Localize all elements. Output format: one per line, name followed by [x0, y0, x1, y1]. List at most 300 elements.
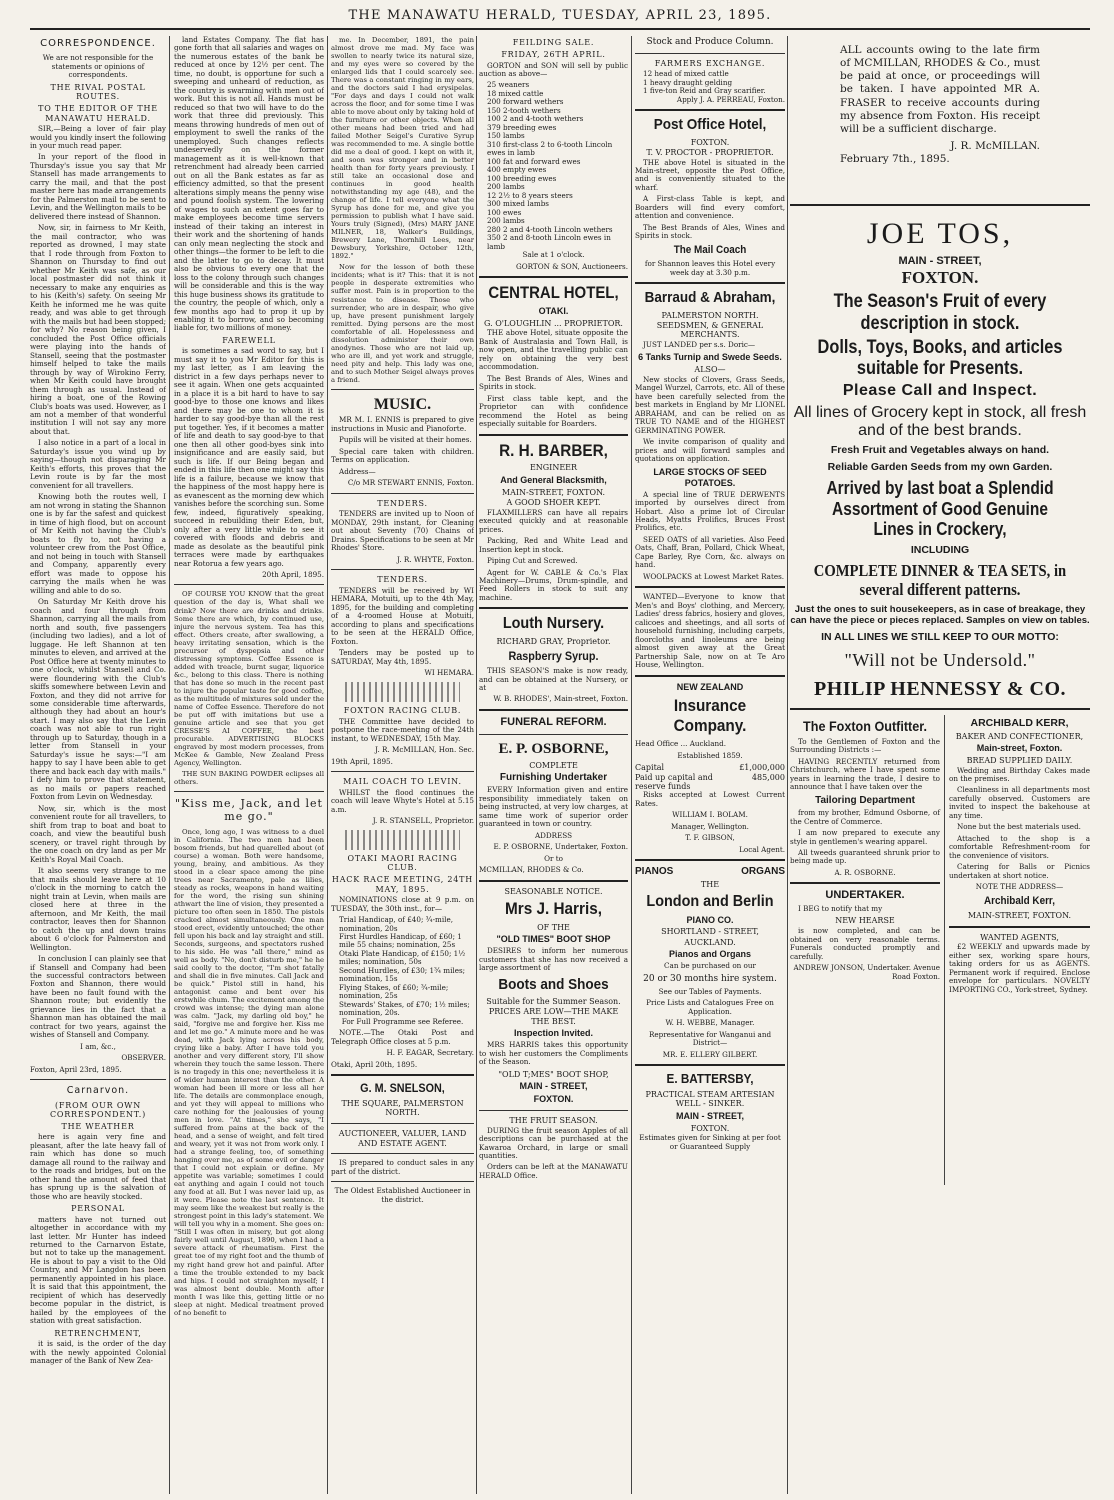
stock-item: 100 fat and forward ewes — [487, 156, 581, 166]
ad-signature: Apply J. A. PERREAU, Foxton. — [676, 94, 785, 104]
signature: OBSERVER. — [121, 1053, 166, 1063]
capital-value: £1,000,000 — [739, 763, 785, 773]
kerr-ad — [949, 715, 1090, 997]
ad-text: is now completed, and can be obtained on very reasonable terms. Funerals conducted promptly and carefully. — [790, 926, 940, 961]
paragraph: I also notice in a part of a local in Saturday's issue you wind up by saying—though not disparaging Mr Keith's efforts, this proves that the Levin route is by far the most convenient for all travellers. — [30, 438, 166, 490]
ad-heading-agents: WANTED AGENTS, — [980, 932, 1059, 942]
ad-text: £2 WEEKLY and upwards made by either sex, working spare hours, taking orders for us as AGENTS. Permanent work if required. Enclose envelope for particulars. NOVELTY IMPORTING CO., York-street, Sydney. — [949, 942, 1090, 994]
ad-subheading: AUCTIONEER, VALUER, LAND AND ESTATE AGENT. — [338, 1128, 467, 1148]
ad-text: TENDERS are invited up to Noon of MONDAY, 29th instant, for Cleaning out about Seventy (70) Chains of Drains. Specifications to be seen at Mr Rhodes' Store. — [331, 509, 474, 553]
pianos-organs-row — [635, 866, 785, 878]
ad-subheading: Tailoring Department — [815, 794, 915, 806]
ad-text: I am now prepared to execute any style in gentlemen's wearing apparel. — [790, 828, 940, 846]
ad-text: Representative for Wanganui and District— — [648, 1029, 772, 1048]
column-ads-2 — [635, 36, 785, 1494]
ad-text: All tweeds guaranteed shrunk prior to being made up. — [790, 847, 940, 866]
ad-signature: ANDREW JONSON, Undertaker. Avenue Road Foxton. — [793, 963, 940, 981]
ad-heading-central-hotel: CENTRAL HOTEL, — [488, 283, 619, 303]
paid-up-label: Paid up capital and reserve funds — [635, 772, 713, 792]
ad-heading: FOXTON RACING CLUB. — [343, 705, 462, 715]
stock-item: 200 forward wethers — [487, 97, 564, 107]
paragraph: land Estates Company. The flat has gone forth that all salaries and wages on the numerous estates of the bank be reduced at once by 12½ per cent. The time, no doubt, is opportune for such a sweeping and unheard of reduction, as the country is swarming with men out of work. But this is not all. Hands must be reduced so that two will have to do the work that three did previously. This means throwing hundreds of men out of employment to swell the ranks of the unemployed. Such changes reflects undeservedly on the former management as it is well-known that retrenchment had already been carried out on all the Bank estates as far as efficiency admitted, so that the present alterations simply means the penny wise and pound foolish system. The lowering of wages to such an extent goes far to make employees become time servers instead of their taking an interest in their work and the shortening of hands can only mean neglecting the stock and other things—the former to be left to die and the latter to go to decay. It must also be obvious to every one that the loss to the colony through such changes will be considerable and this is the way this huge business shows its gratitude to the country, the people of which, only a few months ago had to prop it up by enabling it to borrow, and so becoming liable for, two millions of money. — [174, 36, 324, 333]
stock-item: 100 ewes — [487, 207, 522, 217]
ad-line: INCLUDING — [910, 544, 970, 557]
ad-heading: OTAKI MAORI RACING CLUB. — [347, 853, 458, 873]
stock-list — [479, 81, 628, 251]
ad-signature: WI HEMARA. — [424, 668, 474, 678]
ad-text: Attached to the shop is a comfortable Refreshment-room for the convenience of visitors. — [949, 833, 1090, 860]
divider — [790, 882, 940, 884]
ad-subheading: OTAKI. — [538, 305, 569, 316]
ad-heading-joe-tos: JOE TOS, — [866, 217, 1014, 251]
divider — [331, 1181, 474, 1182]
divider — [174, 584, 324, 585]
ad-text: I BEG to notify that my — [798, 903, 883, 913]
divider — [635, 109, 785, 111]
ad-subheading: PIANO CO. — [686, 914, 734, 925]
paid-up-value: 485,000 — [751, 772, 785, 782]
ad-heading-kerr: ARCHIBALD KERR, — [970, 716, 1069, 729]
divider — [331, 389, 474, 390]
ad-subheading: HACK RACE MEETING, 24TH MAY, 1895. — [331, 875, 474, 894]
ad-signature: Local Agent. — [739, 844, 785, 854]
ad-subheading: FOXTON. — [901, 268, 979, 288]
ad-text: The Best Brands of Ales, Wines and Spirits in stock. — [635, 222, 785, 241]
ad-text: A First-class Table is kept, and Boarders will find every comfort, attention and convenience. — [635, 194, 785, 221]
ad-signature: H. F. EAGAR, Secretary. — [386, 1048, 474, 1058]
capital-label: Capital — [635, 763, 665, 773]
divider — [949, 926, 1090, 928]
ad-heading-funeral: FUNERAL REFORM. — [500, 715, 607, 728]
ad-subheading: SEASONABLE NOTICE. — [504, 886, 603, 896]
ad-subheading: MAIN - STREET, — [519, 1081, 588, 1092]
ad-heading-osborne: E. P. OSBORNE, — [498, 741, 609, 758]
stock-item: 25 weaners — [487, 80, 530, 90]
ad-subheading: NEW ZEALAND — [676, 681, 744, 692]
outfitter-ad — [790, 715, 940, 984]
ad-text: MRS HARRIS takes this opportunity to wish her customers the Compliments of the Season. — [479, 1040, 628, 1067]
ad-text: Special care taken with children. Terms on application. — [331, 446, 474, 465]
ad-heading-london-berlin: London and Berlin — [646, 892, 774, 910]
letter-date: 20th April, 1895. — [262, 569, 324, 579]
divider — [479, 276, 628, 278]
masthead — [30, 2, 1090, 32]
ad-heading-battersby: E. BATTERSBY, — [666, 1071, 754, 1087]
ad-text: The Best Brands of Ales, Wines and Spirits in stock. — [479, 373, 628, 392]
ad-heading-barber: R. H. BARBER, — [499, 440, 608, 460]
stock-item: 100 2 and 4-tooth wethers — [487, 114, 584, 124]
ad-heading-harris: Mrs J. Harris, — [505, 899, 602, 919]
stock-item: 350 2 and 8-tooth Lincoln ewes in lamb — [487, 233, 611, 251]
ad-subheading: FOXTON. — [690, 137, 730, 147]
race-item: Trial Handicap, of £40; ¾-mile, nomination, 20s — [339, 915, 454, 933]
ad-text: Sale at 1 o'clock. — [522, 250, 585, 260]
divider — [635, 1064, 785, 1066]
ad-subheading: Boots and Shoes — [498, 975, 609, 993]
ad-text: See our Tables of Payments. — [658, 986, 762, 996]
race-list — [331, 916, 474, 1018]
ad-line: Dolls, Toys, Books, and articles suitable for Presents. — [817, 336, 1063, 380]
divider — [479, 880, 628, 882]
ad-line: IN ALL LINES WE STILL KEEP TO OUR MOTTO: — [821, 630, 1059, 643]
ad-heading-snelson: G. M. SNELSON, — [360, 1081, 445, 1096]
ad-text: for Shannon leaves this Hotel every week day at 3.30 p.m. — [644, 259, 776, 277]
paragraph: matters have not turned out altogether in accordance with my last letter. Mr Hunter has indeed returned to the Carnarvon Estate, but not to take up the management. He is about to pay a visit to the Old Country, and Mr Langdon has been permanently appointed in his place. It is said that this appointment, the recipient of which has deservedly become popular in the district, is hailed by the employees of the station with great satisfaction. — [30, 1214, 166, 1326]
ad-line-hennessy: PHILIP HENNESSY & CO. — [813, 678, 1067, 701]
ad-signature: J. R. STANSELL, Proprietor. — [372, 816, 474, 826]
paragraph: Now for the lesson of both these incidents; what is it? This: that it is not people in desperate extremities who suffer most. Pain is in proportion to the resistance to disease. Those who surrender, who are in despair, who give up, have present punishment largely remitted. Dying persons are the most comfortable of all. Hopelessness and dissolution administer their own anodynes. Those who are not laid up, who are ill, and yet work and struggle, need pity and help. This lady was one, and to such Mother Seigel always proves a friend. — [331, 263, 474, 384]
letter-date: Foxton, April 23rd, 1895. — [30, 1064, 122, 1074]
ad-subheading: LARGE STOCKS OF SEED POTATOES. — [653, 466, 767, 488]
ad-text: 20 or 30 months hire system. — [643, 973, 777, 984]
divider — [479, 607, 628, 609]
ad-subheading: OF THE — [537, 922, 570, 932]
ad-text: NOMINATIONS close at 9 p.m. on TUESDAY, the 30th inst., for— — [331, 895, 474, 913]
ad-line: The Season's Fruit of every description in stock. — [833, 290, 1047, 334]
paragraph: Knowing both the routes well, I am not wrong in stating the Shannon one is by far the safest and quickest in time of high flood, but on account of Mr Keith not having the Club's boats to fly to, not having a volunteer crew from the Post Office, and not being in touch with Stansell and Company, apparently every effort was made to oppose his carrying the mails when he was willing and able to do so. — [30, 492, 166, 595]
ad-address: AUCKLAND. — [684, 937, 736, 947]
ad-text: New stocks of Clovers, Grass Seeds, Mangel Wurzel, Carrots, etc. All of these have been carefully selected from the best markets in England by Mr LIONEL ABRAHAM, and can be relied on as TRUE TO NAME and of the HIGHEST GERMINATING POWER. — [635, 374, 785, 435]
ad-heading: MAIL COACH TO LEVIN. — [343, 777, 462, 786]
ad-line: Arrived by last boat a Splendid Assortment of Good Genuine Lines in Crockery, — [826, 478, 1054, 540]
ad-signature: Manager, Wellington. — [671, 821, 749, 831]
ad-text: IS prepared to conduct sales in any part of the district. — [331, 1158, 474, 1176]
subheading: THE WEATHER — [61, 1121, 135, 1131]
ad-heading: Stock and Produce Column. — [646, 37, 774, 47]
ad-line: COMPLETE DINNER & TEA SETS, in several different patterns. — [813, 560, 1067, 600]
race-item: Second Hurdles, of £30; 1¾ miles; nomination, 15s — [339, 965, 466, 984]
ad-heading-outfitter: The Foxton Outfitter. — [803, 717, 927, 734]
ad-signature: J. R. McMILLAN, Hon. Sec. — [375, 745, 474, 755]
column-rule — [787, 36, 788, 1494]
divider — [331, 569, 474, 570]
ad-text: GORTON and SON will sell by public auction as above— — [479, 60, 628, 78]
ad-date: 19th April, 1895. — [331, 756, 393, 766]
ad-date: Otaki, April 20th, 1895. — [331, 1059, 418, 1069]
ad-subheading: BAKER AND CONFECTIONER, — [955, 731, 1084, 741]
column-ads-1 — [479, 36, 628, 1494]
ad-text: MCMILLAN, RHODES & Co. — [479, 865, 584, 875]
signoff: I am, &c., — [80, 1041, 116, 1051]
ad-subheading: FARMERS EXCHANGE. — [654, 58, 766, 68]
paragraph: On Saturday Mr Keith drove his coach and four through from Shannon, carrying all the mails from north and south, five passengers (including two ladies), and a lot of luggage. He left Shannon at ten minutes to eleven, and arrived at the Post Office here at twenty minutes to one o'clock, whilst Stansell and Co. were floundering with the Club's skiffs somewhere between Levin and Foxton, and they did not arrive for some considerable time afterwards, although they had about an hour's start. I may also say that the Levin coach was not able to run right through up to Saturday, though in a letter from Stansell in your Saturday's issue he says:—"I am happy to say I have been able to get there and back each day with mails." I defy him to prove that statement, as no mails or papers reached Foxton from Levin on Wednesday. — [30, 597, 166, 802]
section-heading: Carnarvon. — [66, 1085, 130, 1097]
ad-subheading: Furnishing Undertaker — [499, 772, 608, 784]
ad-subheading: Raspberry Syrup. — [508, 649, 599, 664]
ad-subheading: FOXTON. — [533, 1094, 574, 1105]
divider — [479, 1110, 628, 1111]
ad-text: A special line of TRUE DERWENTS imported by ourselves direct from Hobart. Also a prime lot of Circular Heads, Myatts Prolifics, Bruces Frost Prolifics, etc. — [635, 489, 785, 533]
section-heading: CORRESPONDENCE. — [40, 38, 156, 49]
ad-text: Address— — [339, 466, 376, 476]
ad-text: WHILST the flood continues the coach will leave Whyte's Hotel at 5.15 a.m. — [331, 787, 474, 814]
bottom-ads — [790, 715, 1090, 1185]
stock-item: 18 mixed cattle — [487, 88, 544, 98]
ad-subheading: MAIN - STREET, — [898, 254, 982, 267]
ad-text: Cleanliness in all departments most carefully observed. Customers are invited to inspect the bakehouse at any time. — [949, 785, 1090, 820]
exchange-item: 1 heavy draught gelding — [643, 77, 733, 87]
stock-item: 100 breeding ewes — [487, 173, 557, 183]
column-rule — [169, 36, 170, 1494]
notice-text: ALL accounts owing to the late firm of MCMILLAN, RHODES & Co., must be paid at once, or proceedings will be taken. I have appointed MR A. FRASER to receive accounts during my absence from Foxton. His receipt will be a sufficient discharge. — [840, 44, 1040, 135]
ad-signature: A. R. OSBORNE. — [834, 867, 896, 877]
ad-text: WANTED—Everyone to know that Men's and Boys' clothing, and Mercery, Ladies' dress fabrics, hosiery and gloves, calicoes and sheetings, and all sorts of household furnishing, including carpets, floorcloths and linoleums are being almost given away at the Great Partnership Sale, now on at Te Aro House, Wellington. — [635, 592, 785, 670]
ad-text: To the Gentlemen of Foxton and the Surrounding Districts :— — [790, 736, 940, 755]
ad-text: Established 1859. — [677, 750, 743, 760]
divider — [635, 859, 785, 861]
ad-subheading: 6 Tanks Turnip and Swede Seeds. — [638, 352, 782, 363]
coffee-notice: OF COURSE YOU KNOW that the great question of the day is, What shall we drink? Now there are drinks and drinks. Some there are which, by continued use, injure the nervous system. Tea has this effect. Others create, after swallowing, a heavy irritating sensation, which is the precursor of dyspepsia and other distressing symptoms. Coffee Essence is added with treacle, burnt sugar, liquorice &c., belong to this class. There is nothing that has done so much in the recent past to injure the popular taste for good coffee, as the multitude of mixtures sold under the name of Coffee Essence. Therefore do not be put off with imitations but use a genuine article and see that you get CRESSE'S AI COFFEE, the best procurable. ADVERTISING BLOCKS engraved by most modern processes, from McKee & Gamble, New Zealand Press Agency, Wellington. — [174, 590, 324, 767]
masthead-title: THE MANAWATU HERALD, TUESDAY, APRIL 23, 1895. — [348, 8, 772, 23]
divider — [174, 791, 324, 792]
paragraph: Now, sir, in fairness to Mr Keith, the mail contractor, who was reported as drowned, I may state that I rode through from Foxton to Shannon on Thursday to find out whether Mr Keith was safe, as our local postmaster did not think it necessary to make any enquiries as to his (Keith's) safety. On seeing Mr Keith he informed me he was quite ready, and was able to get through with the mails but had been stopped; for why? No reason being given, I concluded the Post Office officials were playing into the hands of Stansell, seeing that the postmaster himself helped to take the mails through by way of Wirokino Ferry, when Mr Keith could have brought them through as usual. Instead of hiring a boat, one of the Rowing Club's boats was used. However, as I am not a member of that wonderful institution I will not say any more about that. — [30, 223, 166, 436]
ad-proprietor: RICHARD GRAY, Proprietor. — [496, 636, 611, 646]
ad-text: EVERY Information given and entire responsibility immediately taken on being instructed, at very low charges, at same time work of superior order guaranteed in town or country. — [479, 785, 628, 829]
ad-subheading: PRICES ARE LOW—THE MAKE THE BEST. — [488, 1007, 619, 1026]
paragraph: SIR,—Being a lover of fair play would you kindly insert the following in your much read paper. — [30, 124, 166, 150]
ad-text: Tenders may be posted up to SATURDAY, May 4th, 1895. — [331, 648, 474, 666]
ad-proprietor: T. V. PROCTOR - PROPRIETOR. — [646, 148, 774, 158]
divider — [331, 493, 474, 494]
ad-heading: FEILDING SALE. — [512, 38, 595, 47]
divider — [331, 1123, 474, 1124]
ad-address: MAIN-STREET, FOXTON. — [967, 911, 1072, 921]
from-correspondent: (FROM OUR OWN CORRESPONDENT.) — [49, 1100, 147, 1120]
paragraph: In conclusion I can plainly see that if Stansell and Company had been the successful contractors between Foxton and Shannon, there would have been no fault found with the Shannon route; but evidently the grievance lies in the fact that a Shannon man has obtained the mail contract for two years, against the wishes of Stansell and Company. — [30, 954, 166, 1040]
exchange-list — [635, 70, 785, 95]
race-item: First Hurdles Handicap, of £60; 1 mile 55 chains; nomination, 25s — [339, 932, 462, 950]
divider — [479, 734, 628, 735]
ad-text: Head Office ... Auckland. — [635, 739, 726, 749]
notice-date: February 7th., 1895. — [840, 153, 950, 165]
exchange-item: 1 five-ton Reid and Gray scarifier. — [643, 86, 766, 96]
stock-item: 200 lambs — [487, 216, 525, 226]
ad-line: "Will not be Undersold." — [844, 649, 1036, 670]
paragraph: here is again very fine and pleasant, after the late heavy fall of rain which has done so much damage all round to the railway and to the roads and bridges, but on the other hand the amount of feed that has sprung up is the salvation of those who are heavily stocked. — [30, 1132, 166, 1201]
ad-subheading: BREAD SUPPLIED DAILY. — [966, 756, 1073, 766]
ad-signature: W. B. RHODES', Main-street, Foxton. — [493, 694, 628, 704]
ad-heading-insurance: Insurance Company. — [673, 695, 747, 736]
ad-proprietor: G. O'LOUGHLIN ... PROPRIETOR. — [484, 318, 623, 328]
ad-text: First class table kept, and the Proprietor can with confidence recommend the Hotel as being especially suitable for Boarders. — [479, 393, 628, 429]
ad-subheading: ALSO— — [694, 365, 726, 375]
ad-subheading: Suitable for the Summer Season. — [486, 996, 621, 1006]
ad-heading: TENDERS. — [377, 575, 428, 585]
subheading: FAREWELL — [222, 335, 276, 345]
race-item: Otaki Plate Handicap, of £150; 1½ miles; nomination, 50s — [339, 948, 466, 967]
ad-subheading: "OLD T;MES" BOOT SHOP, — [498, 1069, 609, 1079]
ad-text: Agent for W. CABLE & Co.'s Flax Machinery—Drums, Drum-spindle, and Feed Rollers in stock to suit any machine. — [479, 567, 628, 602]
ad-text: DESIRES to inform her numerous customers that she has now received a large assortment of — [479, 946, 628, 973]
baking-powder-notice: THE SUN BAKING POWDER eclipses all others. — [174, 769, 324, 786]
story-body: Once, long ago, I was witness to a duel in California. The two men had been bosom friends, but had quarelled about (of course) a woman. Both were handsome, young, brainy, and ambitious. As they stood in a clear space among the pine trees near Sacramento, pale as lilies, steady as rocks, weapons in hand waiting for the word, the rising sun shining athwart the line of vision, they presented a picture too often seen in 1850. The pistols cracked almost simultaneously. One man stood erect, evidently untouched; the other fell upon his back and lay straight and still. Seconds, surgeons, and spectators rushed to his side. He was "all there," mind as well as body. "No, don't disturb me," he he said coolly to the doctor, "I'm shot fatally and shall die in five minutes. Call Jack and be quick." Pistol still in hand, his antagonist came and bent over his erstwhile chum. The excitement among the crowd was intense; the dying man alone was calm. "Jack, my darling old boy," he said, "forgive me and forgive her. Kiss me and let me go." A minute more and he was dead, with Jack lying across his body, crying like a baby. After I have told you another and very different story, I'll show wherein they touch the same lesson. There is no tragedy in this one; nevertheless it is of wider human interest than the other. A woman had been ill more or less all her life. The details are commonplace enough, and yet they will appeal to millions who care nothing for the jealousies of young men in love. "At times," she says, "I suffered from pains at the back of the head, and a sense of weight, and felt tired and weary, yet it was not from work only. I had a strange feeling, too, of something hanging over me, as of some evil or danger that I could not explain or define. My appetite was variable; sometimes I could eat anything and again I could not touch any food at all. But I was never laid up, as it were. Please note the last sentence. It may seem like the weakest but really is the strongest point in this lady's statement. We will tell you why in a moment. She goes on: "Still I was often in misery, but got along fairly well until August, 1890, when I had a severe attack of rheumatism. First the great toe of my right foot and the thumb of my right hand grew hot and painful. After a time the trouble extended to my back and hips. I could not straighten myself; I was almost bent double. Month after month I was like this, getting little or no sleep at night. Medical treatment proved of no benefit to — [174, 827, 324, 1317]
paragraph: it is said, is the order of the day with the newly appointed Colonial manager of the Bank of New Zea- — [30, 1339, 166, 1366]
paragraph: In your report of the flood in Thursday's issue you say that Mr Stansell has made arrangements to carry the mail, and that the post master here has made arrangements for the Palmerston mail to be sent to Levin, and the Wellington mails to be delivered there instead of Shannon. — [30, 152, 166, 221]
disclaimer: We are not responsible for the statements or opinions of correspondents. — [42, 53, 154, 80]
ad-subheading: The Mail Coach — [673, 243, 747, 256]
divider — [331, 771, 474, 772]
ad-subheading: ENGINEER — [529, 463, 578, 473]
ad-text: THE Committee have decided to postpone the race-meeting of the 24th instant, to WEDNESDAY, 15th May. — [331, 716, 474, 743]
divider — [635, 53, 785, 54]
ad-text: WOOLPACKS at Lowest Market Rates. — [643, 571, 785, 581]
ad-line: All lines of Grocery kept in stock, all fresh and of the best brands. — [793, 403, 1087, 440]
stock-item: 300 mixed lambs — [487, 199, 549, 209]
ad-text: The Oldest Established Auctioneer in the district. — [334, 1186, 471, 1204]
ad-text: We invite comparison of quality and prices and will forward samples and quotations on application. — [635, 437, 785, 464]
ad-text: HAVING RECENTLY returned from Christchurch, where I have spent some years in learning the trade, I desire to announce that I have taken over the — [790, 756, 940, 792]
ad-text: For Full Programme see Referee. — [341, 1016, 464, 1026]
ad-text: TENDERS will be received by WI HEMARA, Motuiti, up to the 4th May, 1895, for the building and completing of a 4-roomed House at Motuiti, according to plans and specifications to be seen at the HERALD Office, Foxton. — [331, 585, 474, 646]
ad-heading-undertaker: UNDERTAKER. — [825, 889, 905, 902]
ad-text: MR M. I. ENNIS is prepared to give instructions in Music and Pianoforte. — [331, 415, 474, 433]
ad-subheading: NEW HEARSE — [835, 916, 895, 926]
to-editor: TO THE EDITOR OF THE MANAWATU HERALD. — [38, 104, 158, 123]
ad-signature: J. R. WHYTE, Foxton. — [397, 554, 474, 564]
mcmillan-notice — [840, 44, 1040, 166]
paragraph: It also seems very strange to me that mails should leave here at 10 o'clock in the morning to catch the night train at Levin, when mails are closed here at three in the afternoon, and Mr Keith, the mail contractor, leaves then for Shannon to catch the up and down trains about 6 o'clock for Palmerston and Wellington. — [30, 866, 166, 952]
ad-subheading: SEEDSMEN, & GENERAL MERCHANTS. — [656, 320, 764, 340]
divider — [331, 1153, 474, 1154]
ad-line: Fresh Fruit and Vegetables always on hand. — [830, 444, 1050, 457]
stock-item: 150 2-tooth wethers — [487, 105, 561, 115]
organs-label: ORGANS — [741, 866, 785, 878]
paragraph: me. In December, 1891, the pain almost drove me mad. My face was swollen to nearly twice its natural size, and my eyes were so covered by the enlarged lids that I could scarcely see. There was a constant ringing in my ears, and the doctors said I had erysipelas. "For days and days I could not walk across the floor, and for some time I was able to move about only by taking hold of the furniture or other objects. When all other means had been tried and had failed Mother Seigel's Curative Syrup was recommended to me. A single bottle did me a deal of good. I kept on with it, and soon was stronger and in better health than for forty years previously. I still take an occasional dose and continues in good health notwithstanding my age (48), and the change of life. I tell everyone what the Syrup has done for me, and give you permission to publish what I have said. Yours truly (Signed), (Mrs) MARY JANE MILNER, 18, Walker's Buildings, Brewery Lane, Thornhill Lees, near Dewsbury, Yorkshire, October 12th, 1892." — [331, 36, 474, 261]
ad-text: ADDRESS — [534, 830, 573, 840]
pianos-label: PIANOS — [635, 866, 674, 878]
divider — [635, 282, 785, 284]
ad-signature: WILLIAM I. BOLAM. — [672, 810, 748, 820]
ad-subheading: COMPLETE — [529, 760, 578, 770]
ad-address: SHORTLAND - STREET, — [661, 927, 759, 937]
stock-item: 280 2 and 4-tooth Lincoln wethers — [487, 224, 613, 234]
divider — [30, 1079, 166, 1080]
masthead-rule — [30, 28, 1090, 30]
ad-subheading: FOXTON. — [690, 1123, 730, 1133]
ad-text: Estimates given for Sinking at per foot or Guaranteed Supply — [639, 1133, 781, 1151]
ad-heading-louth-nursery: Louth Nursery. — [502, 615, 605, 633]
stock-item: 12 2½ to 8 years steers — [487, 190, 573, 200]
ad-heading-post-office-hotel: Post Office Hotel, — [653, 116, 767, 134]
ad-heading: TENDERS. — [377, 498, 428, 508]
column-rule — [476, 36, 477, 1494]
ad-subheading: Main-street, Foxton. — [976, 743, 1063, 754]
notice-signature: J. R. McMILLAN. — [950, 139, 1040, 152]
ad-subheading: "OLD TIMES" BOOT SHOP — [496, 934, 611, 945]
divider — [331, 1074, 474, 1076]
ad-text: Or to — [544, 853, 563, 863]
ad-signature: C/o MR STEWART ENNIS, Foxton. — [347, 478, 474, 488]
column-correspondence — [30, 36, 166, 1494]
ad-heading-fruit: THE FRUIT SEASON. — [509, 1116, 598, 1126]
ad-subheading: Archibald Kerr, — [984, 894, 1055, 907]
ad-text: Risks accepted at Lowest Current Rates. — [635, 790, 785, 808]
column-rule — [327, 36, 328, 1494]
ad-text: THIS SEASON'S make is now ready, and can be obtained at the Nursery, or at — [479, 666, 628, 692]
divider — [479, 709, 628, 711]
column-letters — [174, 36, 324, 1494]
ad-signature: MR. E. ELLERY GILBERT. — [662, 1049, 758, 1059]
ad-text: Packing, Red and White Lead and Insertion kept in stock. — [479, 536, 628, 554]
ad-text: THE above Hotel, situate opposite the Bank of Australasia and Town Hall, is now open, and the travelling public can rely on obtaining the very best accommodation. — [479, 328, 628, 372]
ad-line: Just the ones to suit housekeepers, as in case of breakage, they can have the piece or pieces replaced. Samples on view on tables. — [790, 603, 1090, 627]
stock-item: 379 breeding ewes — [487, 122, 557, 132]
paragraph: Now, sir, which is the most convenient route for all travellers, to shift from trap to boat and boat to coach, and view the beautiful bush scenery, or travel right through by the one coach on dry land as per Mr Keith's Royal Mail Coach. — [30, 803, 166, 864]
stock-item: 310 first-class 2 to 6-tooth Lincoln ewes in lamb — [487, 139, 613, 158]
ad-subheading: Inspection Invited. — [513, 1028, 593, 1039]
ad-text: SEED OATS of all varieties. Also Feed Oats, Chaff, Bran, Pollard, Chick Wheat, Cape Barley, Rye Corn, &c. always on hand. — [635, 534, 785, 570]
ad-line: Please Call and Inspect. — [842, 382, 1038, 400]
column-rule — [631, 36, 632, 1494]
ad-subheading: MAIN - STREET, — [675, 1110, 744, 1121]
article-title: THE RIVAL POSTAL ROUTES. — [50, 82, 146, 102]
racehorse-illustration — [345, 830, 459, 850]
ad-subheading: And General Blacksmith, — [500, 474, 607, 485]
ad-subheading: THE SQUARE, PALMERSTON NORTH. — [341, 1098, 464, 1118]
column-rule — [944, 715, 945, 1185]
ad-heading-music: MUSIC. — [373, 395, 432, 413]
ad-signature: E. P. OSBORNE, Undertaker, Foxton. — [493, 842, 628, 852]
ad-subheading: PRACTICAL STEAM ARTESIAN WELL - SINKER. — [645, 1090, 775, 1109]
ad-text: Piping Cut and Screwed. — [487, 556, 578, 566]
stock-item: 150 lambs — [487, 131, 525, 141]
stock-item: 400 empty ewes — [487, 165, 547, 175]
ad-signature: GORTON & SON, Auctioneers. — [516, 261, 628, 271]
ad-subheading: A GOOD SHOER KEPT. — [506, 498, 601, 508]
ad-address: MAIN-STREET, FOXTON. — [501, 487, 606, 497]
ad-subheading: FRIDAY, 26TH APRIL. — [501, 49, 606, 59]
ad-text: from my brother, Edmund Osborne, of the Centre of Commerce. — [790, 808, 940, 826]
ad-text: Price Lists and Catalogues Free on Application. — [646, 998, 774, 1016]
ad-subheading: PALMERSTON NORTH. — [661, 310, 759, 320]
column-notices — [331, 36, 474, 1494]
paragraph: is sometimes a sad word to say, but I must say it to you Mr Editor for this is my last letter, as I am leaving the district in a few days perhaps never to see it again. When one gets acquainted in a place it is a bit hard to have to say good-bye to those one knows and likes and there may be one to whom it is harder to say good-bye than all the rest put together. Yes, if it becomes a matter of life and death to say good-bye to that one then all other good-byes sink into insignificance and are easily said, but such is life. If our Being began and ended in this life then one might say this life is a failure, because we know that the happiness of the most happy here is as evanescent as the morning dew which vanishes before the scorching sun. Some few, indeed, figuratively speaking, succeed in rebuilding their Eden, but, only after a very little while to see it covered with floods and debris and made as desolate as the beautiful pink terraces were made by earthquakes near Rotorua a few years ago. — [174, 346, 324, 568]
ad-text: THE above Hotel is situated in the Main-street, opposite the Post Office, and is conveniently situated to the wharf. — [635, 157, 785, 192]
ad-line: Reliable Garden Seeds from my own Garden. — [827, 461, 1053, 474]
ad-signature: T. F. GIBSON, — [685, 833, 735, 843]
divider — [790, 708, 1090, 710]
ad-text: Catering for Balls or Picnics undertaken at short notice. — [949, 862, 1090, 880]
ad-subheading: Pianos and Organs — [668, 949, 752, 960]
race-item: Stewards' Stakes, of £70; 1½ miles; nomination, 20s. — [339, 999, 470, 1018]
divider — [790, 204, 1090, 206]
column-ads-wide — [790, 36, 1090, 1494]
racehorse-illustration — [345, 682, 459, 702]
capital-table — [635, 763, 785, 791]
ad-signature: W. H. WEBBE, Manager. — [665, 1018, 755, 1028]
ad-text: None but the best materials used. — [957, 822, 1081, 832]
ad-text: Can be purchased on our — [664, 961, 756, 971]
ad-text: Pupils will be visited at their homes. — [339, 435, 472, 445]
divider — [479, 434, 628, 436]
divider — [635, 675, 785, 677]
subheading: RETRENCHMENT, — [54, 1328, 142, 1338]
subheading: PERSONAL — [71, 1204, 125, 1214]
ad-text: DURING the fruit season Apples of all descriptions can be purchased at the Kawaroa Orchard, in large or small quantities. — [479, 1125, 628, 1160]
stock-item: 200 lambs — [487, 182, 525, 192]
exchange-item: 12 head of mixed cattle — [643, 69, 729, 79]
story-title: "Kiss me, Jack, and let me go." — [175, 796, 323, 824]
ad-text: FLAXMILLERS can have all repairs executed quickly and at reasonable prices. — [479, 507, 628, 534]
divider — [635, 586, 785, 588]
ad-text: JUST LANDED per s.s. Doric— — [643, 339, 756, 349]
ad-subheading: THE — [700, 879, 720, 889]
ad-text: NOTE.—The Otaki Post and Telegraph Office closes at 5 p.m. — [331, 1028, 474, 1046]
ad-text: Wedding and Birthday Cakes made on the premises. — [949, 765, 1090, 783]
ad-text: Orders can be left at the MANAWATU HERALD Office. — [479, 1162, 628, 1180]
race-item: Flying Stakes, of £60; ¾-mile; nomination, 25s — [339, 982, 449, 1001]
ad-heading-barraud-abraham: Barraud & Abraham, — [644, 289, 776, 307]
